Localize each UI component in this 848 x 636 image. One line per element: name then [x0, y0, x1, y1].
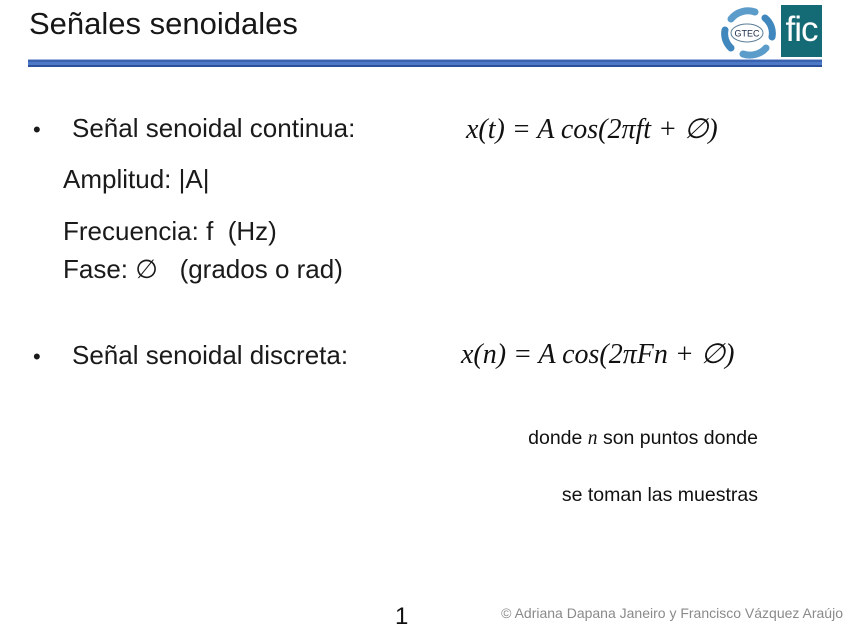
note-line2: se toman las muestras	[561, 484, 758, 506]
note-variable-n: n	[587, 428, 598, 449]
amplitude-line: Amplitud: |A|	[63, 164, 210, 194]
note-line1-pre: donde	[528, 427, 588, 449]
slide-title: Señales senoidales	[29, 6, 298, 41]
phase-line: Fase: ∅ (grados o rad)	[63, 254, 343, 284]
note-line1-post: son puntos donde	[597, 427, 758, 449]
bullet-item-continuous: Señal senoidal continua:	[72, 113, 356, 143]
frequency-line: Frecuencia: f (Hz)	[63, 216, 277, 246]
gtec-logo	[717, 5, 779, 61]
copyright-text: © Adriana Dapana Janeiro y Francisco Vázquez Araújo	[501, 605, 843, 621]
formula-continuous: x(t) = A cos(2πft + ∅)	[466, 114, 718, 145]
fic-logo-text: fic	[785, 10, 818, 49]
bullet-marker: •	[33, 117, 41, 142]
bullet-item-discrete: Señal senoidal discreta:	[72, 340, 349, 370]
page-number: 1	[395, 603, 409, 630]
formula-discrete: x(n) = A cos(2πFn + ∅)	[461, 339, 735, 370]
samples-note	[418, 396, 758, 537]
bullet-marker: •	[33, 344, 41, 369]
gtec-swirl-icon	[717, 5, 779, 61]
title-divider	[28, 59, 822, 67]
gtec-logo-text: GTEC	[734, 28, 760, 39]
fic-logo	[781, 5, 822, 57]
